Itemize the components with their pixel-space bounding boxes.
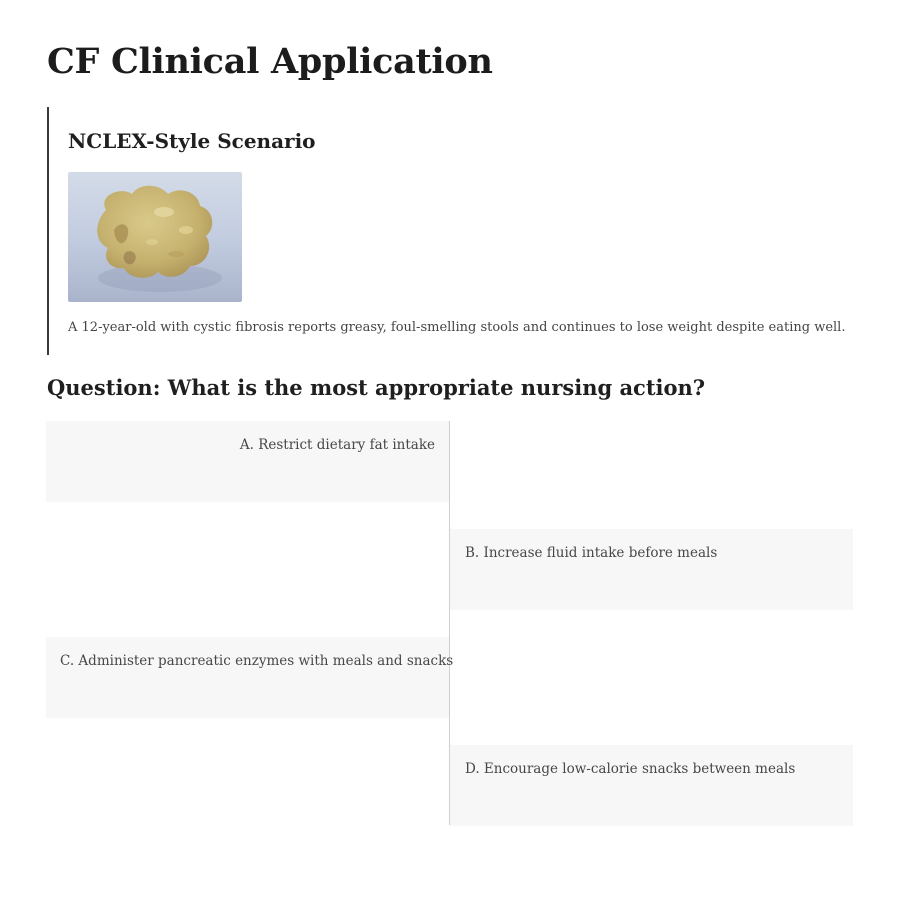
stool-sample-image: [68, 172, 242, 302]
scenario-callout: [47, 107, 849, 355]
option-b[interactable]: [450, 529, 853, 610]
option-d-label: D. Encourage low-calorie snacks between meals: [465, 761, 796, 777]
option-c-label: C. Administer pancreatic enzymes with meals and snacks: [60, 653, 454, 669]
page-title: CF Clinical Application: [47, 41, 493, 82]
scenario-text: A 12-year-old with cystic fibrosis reports greasy, foul-smelling stools and continues to lose weight despite eating well.: [68, 320, 846, 335]
option-c[interactable]: [46, 637, 454, 718]
question-text: Question: What is the most appropriate nursing action?: [47, 375, 706, 400]
option-a[interactable]: [46, 421, 449, 502]
option-d[interactable]: [450, 745, 853, 826]
option-a-label: A. Restrict dietary fat intake: [239, 437, 435, 453]
option-b-label: B. Increase fluid intake before meals: [465, 545, 718, 561]
scenario-heading: NCLEX-Style Scenario: [68, 129, 316, 153]
